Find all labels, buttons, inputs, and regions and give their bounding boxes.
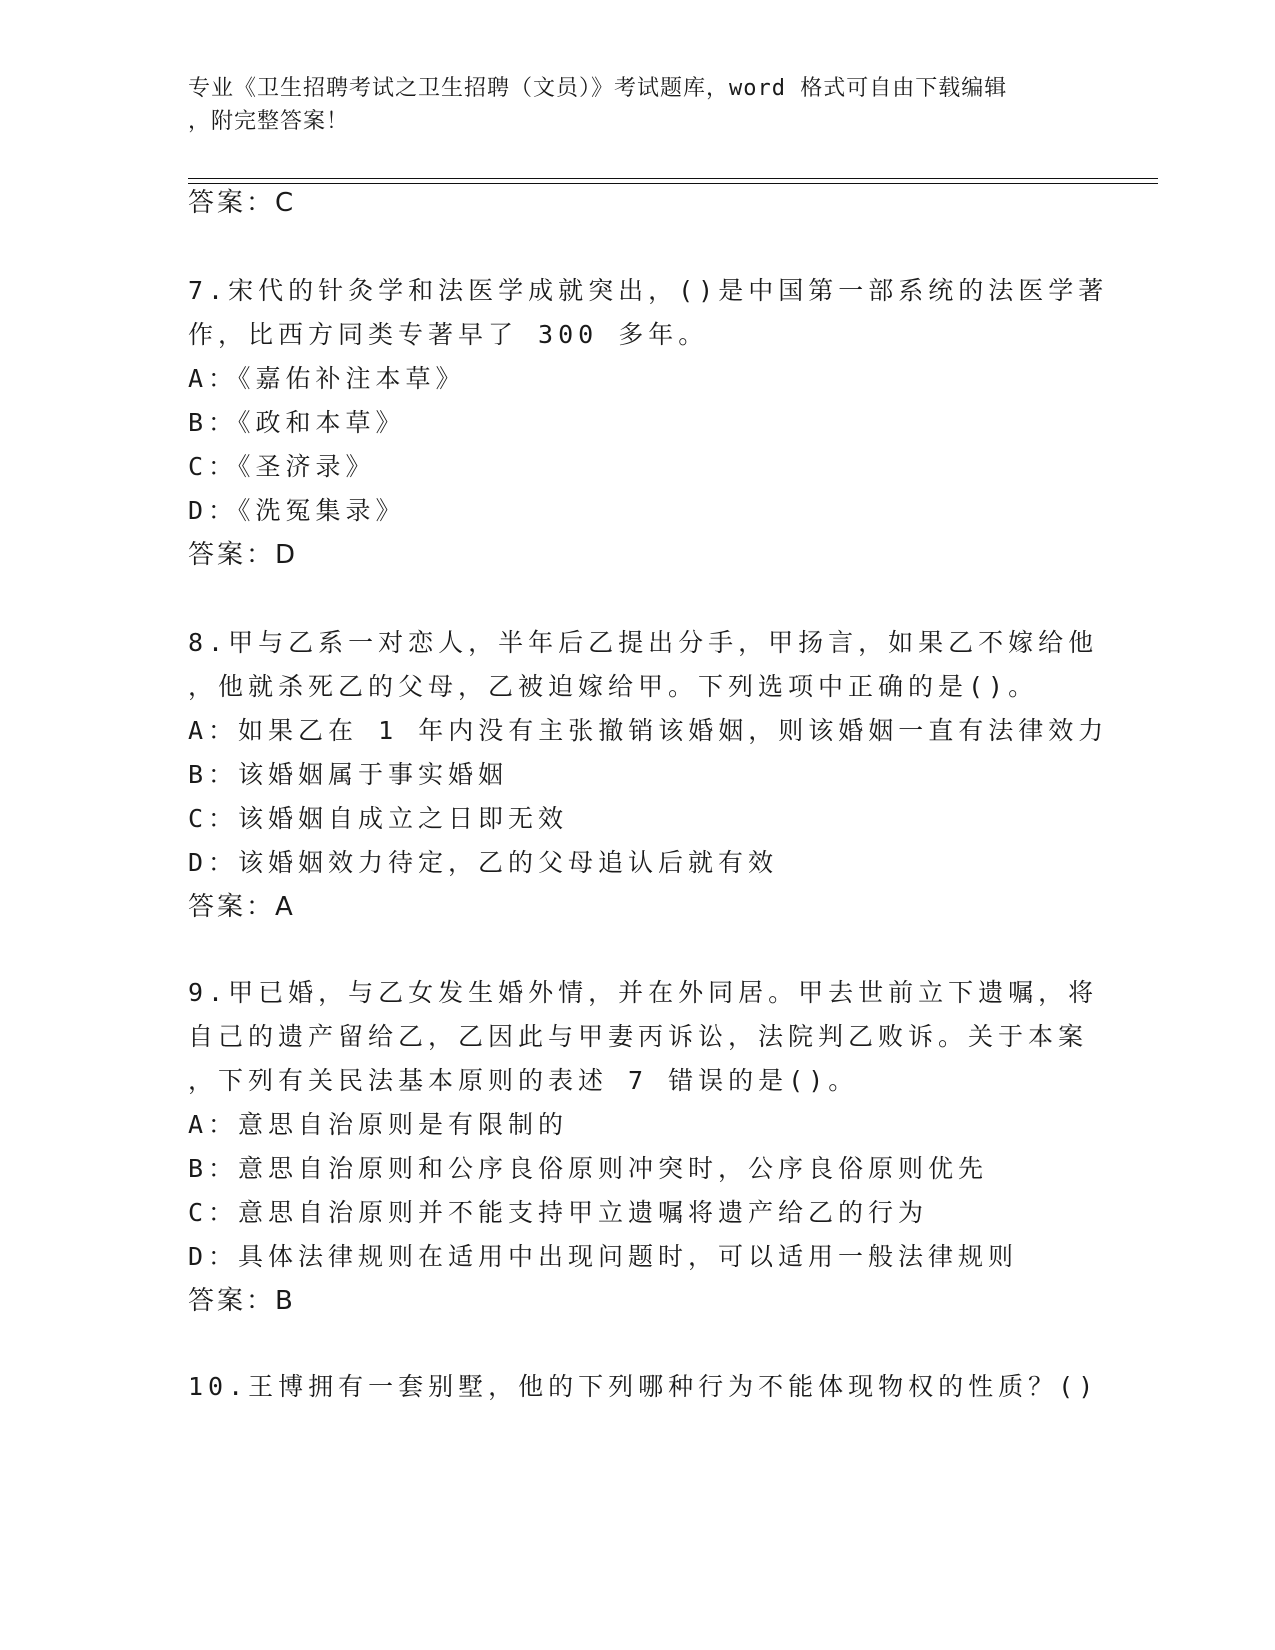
question-8-option-c: C：该婚姻自成立之日即无效 — [188, 804, 569, 833]
document-header — [188, 72, 1068, 138]
header-line-1: 专业《卫生招聘考试之卫生招聘（文员）》考试题库，word 格式可自由下载编辑 — [188, 76, 1008, 101]
question-8-option-a: A：如果乙在 1 年内没有主张撤销该婚姻，则该婚姻一直有法律效力 — [188, 716, 1109, 745]
question-9-answer: 答案：B — [188, 1286, 296, 1316]
question-9-option-d: D：具体法律规则在适用中出现问题时，可以适用一般法律规则 — [188, 1242, 1019, 1271]
header-rule-bottom — [188, 183, 1158, 184]
header-line-2: ，附完整答案！ — [188, 109, 350, 134]
question-9-option-c: C：意思自治原则并不能支持甲立遗嘱将遗产给乙的行为 — [188, 1198, 929, 1227]
question-8-answer: 答案：A — [188, 892, 296, 922]
question-7-answer: 答案：D — [188, 540, 299, 570]
question-7-option-b: B：《政和本草》 — [188, 408, 406, 437]
question-9-option-a: A：意思自治原则是有限制的 — [188, 1110, 569, 1139]
header-rule-top — [188, 178, 1158, 179]
question-10-stem-line-1: 10.王博拥有一套别墅，他的下列哪种行为不能体现物权的性质？() — [188, 1372, 1099, 1401]
question-7-option-c: C：《圣济录》 — [188, 452, 376, 481]
question-9-option-b: B：意思自治原则和公序良俗原则冲突时，公序良俗原则优先 — [188, 1154, 989, 1183]
question-7-stem-line-2: 作，比西方同类专著早了 300 多年。 — [188, 320, 709, 349]
question-8-option-b: B：该婚姻属于事实婚姻 — [188, 760, 509, 789]
previous-answer: 答案：C — [188, 188, 297, 218]
question-9-stem-line-3: ，下列有关民法基本原则的表述 7 错误的是()。 — [188, 1066, 859, 1095]
question-8-stem-line-1: 8.甲与乙系一对恋人，半年后乙提出分手，甲扬言，如果乙不嫁给他 — [188, 628, 1099, 657]
question-8-option-d: D：该婚姻效力待定，乙的父母追认后就有效 — [188, 848, 779, 877]
question-9-stem-line-2: 自己的遗产留给乙，乙因此与甲妻丙诉讼，法院判乙败诉。关于本案 — [188, 1022, 1089, 1051]
question-7-option-a: A：《嘉佑补注本草》 — [188, 364, 466, 393]
question-8-stem-line-2: ，他就杀死乙的父母，乙被迫嫁给甲。下列选项中正确的是()。 — [188, 672, 1039, 701]
question-7-stem-line-1: 7.宋代的针灸学和法医学成就突出，()是中国第一部系统的法医学著 — [188, 276, 1109, 305]
question-9-stem-line-1: 9.甲已婚，与乙女发生婚外情，并在外同居。甲去世前立下遗嘱，将 — [188, 978, 1099, 1007]
question-7-option-d: D：《洗冤集录》 — [188, 496, 406, 525]
